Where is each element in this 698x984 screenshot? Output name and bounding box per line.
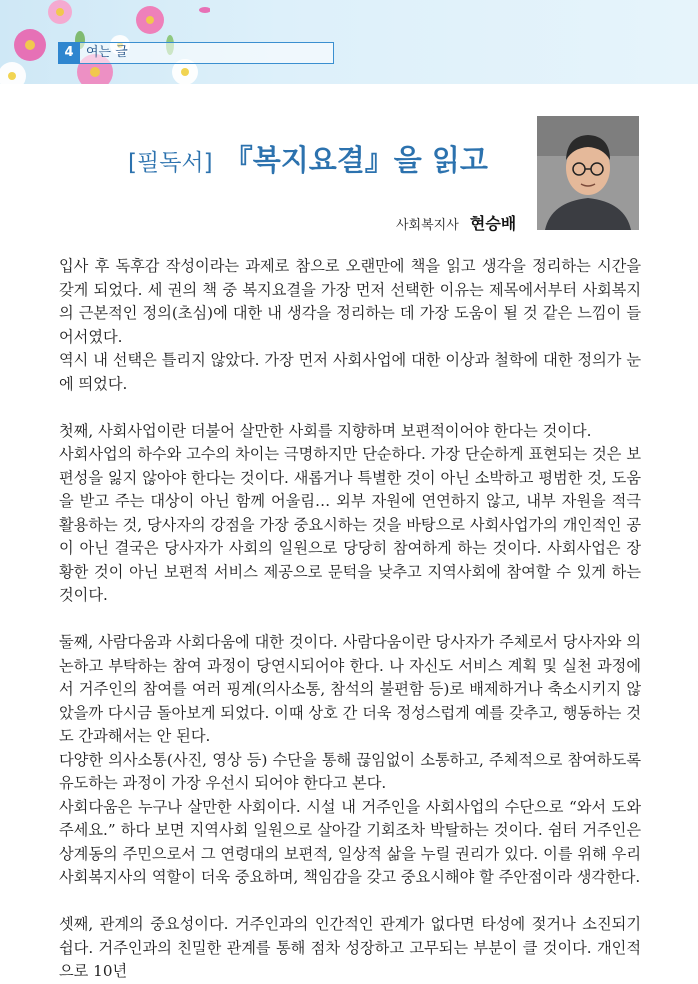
paragraph: 다양한 의사소통(사진, 영상 등) 수단을 통해 끊임없이 소통하고, 주체적으로 참여하도록 유도하는 과정이 가장 우선시 되어야 한다고 본다. (59, 750, 641, 792)
author-photo (537, 116, 639, 230)
page-number: 4 (58, 42, 80, 64)
paragraph: 사회사업의 하수와 고수의 차이는 극명하지만 단순하다. 가장 단순하게 표현되는 것은 보편성을 잃지 않아야 한다는 것이다. 새롭거나 특별한 것이 아닌 소박하고 평범한 것, 도움을 받고 주는 대상이 아닌 함께 어울림… 외부 자원에 연연하지 않고, 내부 자원을 적극 활용하는 것, 당사자의 강점을 가장 중요시하는 것을 바탕으로 사회사업가의 개인적인 공이 아닌 결국은 당사자가 사회의 일원으로 당당히 참여하게 하는 것이다. 사회사업은 장황한 것이 아닌 보편적 서비스 제공으로 문턱을 낮추고 지역사회에 참여할 수 있게 하는 것이다. (59, 445, 641, 604)
paragraph: 입사 후 독후감 작성이라는 과제로 참으로 오랜만에 책을 읽고 생각을 정리하는 시간을 갖게 되었다. 세 권의 책 중 복지요결을 가장 먼저 선택한 이유는 제목에서부터 사회복지의 근본적인 정의(초심)에 대한 내 생각을 정리하는 데 가장 도움이 될 것 같은 느낌이 들어서였다. (59, 257, 641, 346)
author-role: 사회복지사 (396, 218, 459, 233)
paragraph: 역시 내 선택은 틀리지 않았다. 가장 먼저 사회사업에 대한 이상과 철학에 대한 정의가 눈에 띄었다. (59, 351, 641, 393)
paragraph: 셋째, 관계의 중요성이다. 거주인과의 인간적인 관계가 없다면 타성에 젖거나 소진되기 쉽다. 거주인과의 친밀한 관계를 통해 점차 성장하고 고무되는 부분이 클 것이다. 개인적으로 10년 (59, 915, 641, 980)
paragraph: 첫째, 사회사업이란 더불어 살만한 사회를 지향하며 보편적이어야 한다는 것이다. (59, 421, 592, 440)
paragraph: 사회다움은 누구나 살만한 사회이다. 시설 내 거주인을 사회사업의 수단으로 “와서 도와주세요.” 하다 보면 지역사회 일원으로 살아갈 기회조차 박탈하는 것이다. 쉼터 거주인은 상계동의 주민으로서 그 연령대의 보편적, 일상적 삶을 누릴 권리가 있다. 이를 위해 우리 사회복지사의 역할이 더욱 중요하며, 책임감을 갖고 중요시해야 할 주안점이라 생각한다. (59, 797, 641, 886)
section-title: 여는 글 (86, 45, 128, 60)
article-tag: [필독서] (128, 150, 213, 176)
author-name: 현승배 (469, 214, 517, 233)
article-title: 『복지요결』을 읽고 (223, 143, 488, 177)
paragraph: 둘째, 사람다움과 사회다움에 대한 것이다. 사람다움이란 당사자가 주체로서 당사자와 의논하고 부탁하는 참여 과정이 당연시되어야 한다. 나 자신도 서비스 계획 및 실천 과정에서 거주인의 참여를 여러 핑계(의사소통, 참석의 불편함 등)로 배제하거나 축소시키지 않았을까 다시금 돌아보게 되었다. 이때 상호 간 더욱 정성스럽게 예를 갖추고, 행동하는 것도 간과해서는 안 된다. (59, 633, 641, 745)
page-header (0, 0, 698, 84)
article-body (59, 255, 641, 984)
article-title-block (128, 138, 488, 179)
author-byline (396, 211, 516, 234)
